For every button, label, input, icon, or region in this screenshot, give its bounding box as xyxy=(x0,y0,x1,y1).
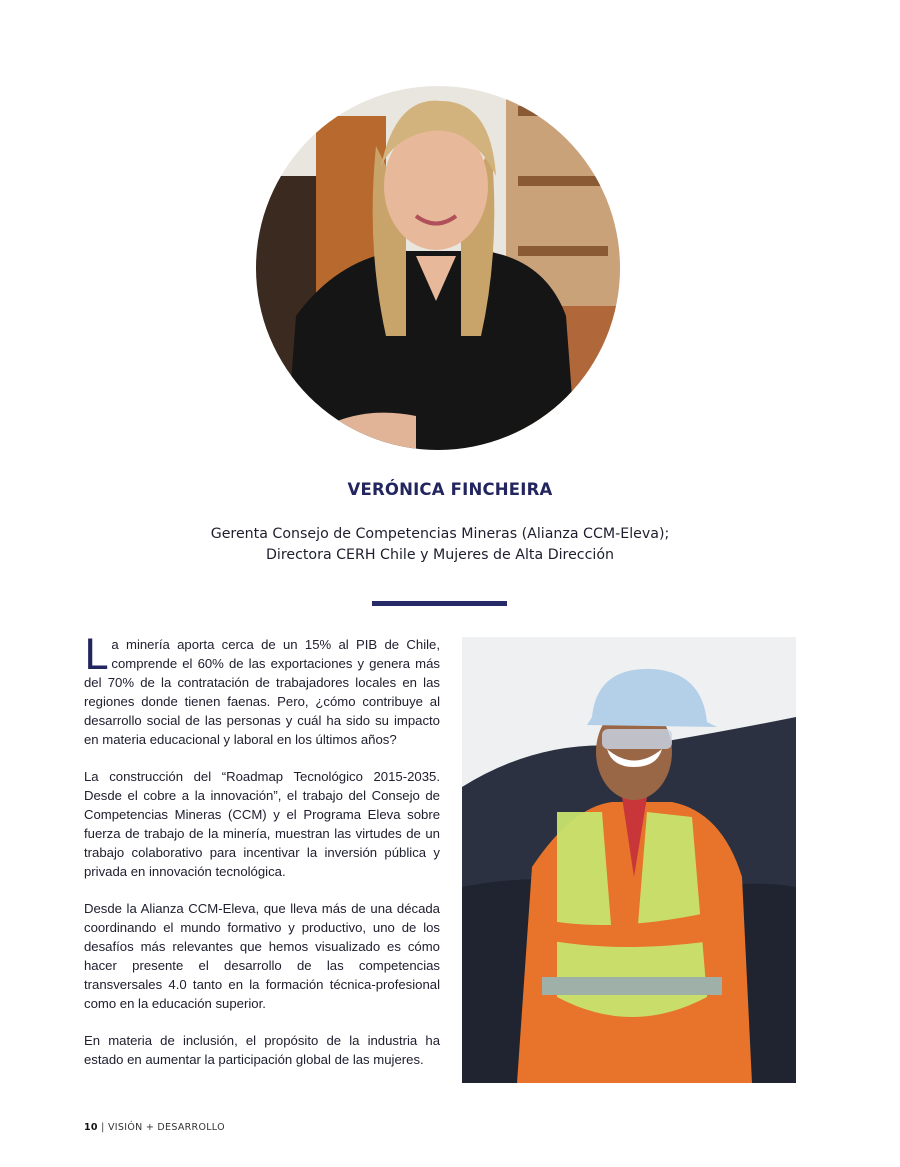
divider-rule xyxy=(372,601,507,606)
paragraph-3: Desde la Alianza CCM-Eleva, que lleva más de una década coordinando el mundo formativo y productivo, uno de los desafíos más relevantes que hemos visualizado es cómo hacer presente el desarrollo de las competencias transversales 4.0 tanto en la formación técnica-profesional como en la educación superior. xyxy=(84,901,440,1011)
paragraph-4: En materia de inclusión, el propósito de la industria ha estado en aumentar la participación global de las mujeres. xyxy=(84,1033,440,1067)
person-name: VERÓNICA FINCHEIRA xyxy=(347,480,553,499)
article-body xyxy=(84,630,440,1089)
page-number: 10 xyxy=(84,1122,98,1133)
miner-photo xyxy=(462,637,796,1083)
paragraph-1 xyxy=(84,630,440,749)
drop-cap: L xyxy=(84,630,108,679)
role-line-1: Gerenta Consejo de Competencias Mineras (Alianza CCM-Eleva); xyxy=(210,526,670,542)
paragraph-1-text: a minería aporta cerca de un 15% al PIB de Chile, comprende el 60% de las exportaciones y genera más del 70% de la contratación de trabajadores locales en las regiones donde tienen faenas. Pero, ¿cómo contribuye al desarrollo social de las personas y cuál ha sido su impacto en materia educacional y laboral en los últimos años? xyxy=(84,637,440,747)
person-role xyxy=(0,524,880,566)
paragraph-2: La construcción del “Roadmap Tecnológico 2015-2035. Desde el cobre a la innovación”, el trabajo del Consejo de Competencias Mineras (CCM) y el Programa Eleva sobre fuerza de trabajo de la minería, muestran las virtudes de un trabajo colaborativo para incentivar la inversión pública y privada en innovación tecnológica. xyxy=(84,769,440,879)
footer-separator: | xyxy=(101,1122,105,1133)
portrait-photo xyxy=(256,86,620,450)
role-line-2: Directora CERH Chile y Mujeres de Alta Dirección xyxy=(265,547,615,563)
publication-name: VISIÓN + DESARROLLO xyxy=(108,1122,225,1133)
page-footer xyxy=(84,1122,225,1133)
